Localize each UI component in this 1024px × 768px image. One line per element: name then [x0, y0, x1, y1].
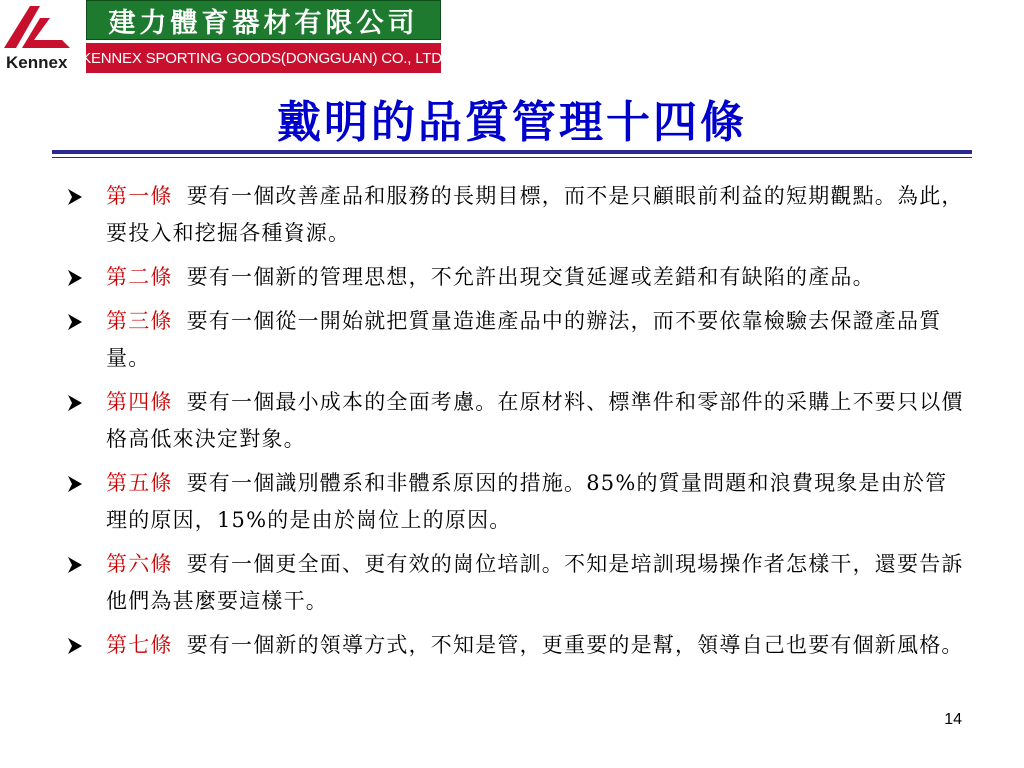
- arrow-bullet-icon: [66, 555, 84, 575]
- list-item: [66, 303, 966, 377]
- article-text: 要有一個更全面、更有效的崗位培訓。不知是培訓現場操作者怎樣干，還要告訴他們為甚麼要這樣干。: [106, 552, 964, 613]
- list-item: [66, 465, 966, 539]
- list-item: [66, 178, 966, 252]
- article-text: 要有一個改善產品和服務的長期目標，而不是只顧眼前利益的短期觀點。為此，要投入和挖掘各種資源。: [106, 184, 964, 245]
- article-number: 第一條: [106, 184, 173, 208]
- article-list: [66, 178, 966, 671]
- arrow-bullet-icon: [66, 268, 84, 288]
- title-divider-thin: [52, 157, 972, 158]
- arrow-bullet-icon: [66, 393, 84, 413]
- company-name-en-banner: [81, 43, 446, 73]
- article-number: 第七條: [106, 633, 173, 657]
- company-name-en: KENNEX SPORTING GOODS(DONGGUAN) CO., LTD.: [81, 49, 446, 67]
- article-text: 要有一個新的管理思想，不允許出現交貨延遲或差錯和有缺陷的產品。: [186, 265, 875, 289]
- arrow-bullet-icon: [66, 474, 84, 494]
- list-item: [66, 259, 966, 296]
- list-item: [66, 627, 966, 664]
- article-number: 第二條: [106, 265, 173, 289]
- company-name-cn-banner: [86, 0, 441, 40]
- list-item: [66, 546, 966, 620]
- article-number: 第三條: [106, 309, 173, 333]
- article-number: 第四條: [106, 390, 173, 414]
- arrow-bullet-icon: [66, 187, 84, 207]
- article-number: 第五條: [106, 471, 173, 495]
- logo-wordmark: Kennex: [6, 53, 68, 72]
- arrow-bullet-icon: [66, 636, 84, 656]
- article-text: 要有一個識別體系和非體系原因的措施。85%的質量問題和浪費現象是由於管理的原因，15%的是由於崗位上的原因。: [106, 471, 948, 532]
- arrow-bullet-icon: [66, 312, 84, 332]
- article-text: 要有一個最小成本的全面考慮。在原材料、標準件和零部件的采購上不要只以價格高低來決定對象。: [106, 390, 964, 451]
- article-number: 第六條: [106, 552, 173, 576]
- page-title: 戴明的品質管理十四條: [277, 97, 747, 148]
- article-text: 要有一個新的領導方式，不知是管，更重要的是幫，領導自己也要有個新風格。: [186, 633, 964, 657]
- list-item: [66, 384, 966, 458]
- company-name-cn: 建力體育器材有限公司: [108, 7, 419, 39]
- article-text: 要有一個從一開始就把質量造進產品中的辦法，而不要依靠檢驗去保證產品質量。: [106, 309, 942, 370]
- page-number: 14: [944, 711, 962, 728]
- title-divider-thick: [52, 150, 972, 154]
